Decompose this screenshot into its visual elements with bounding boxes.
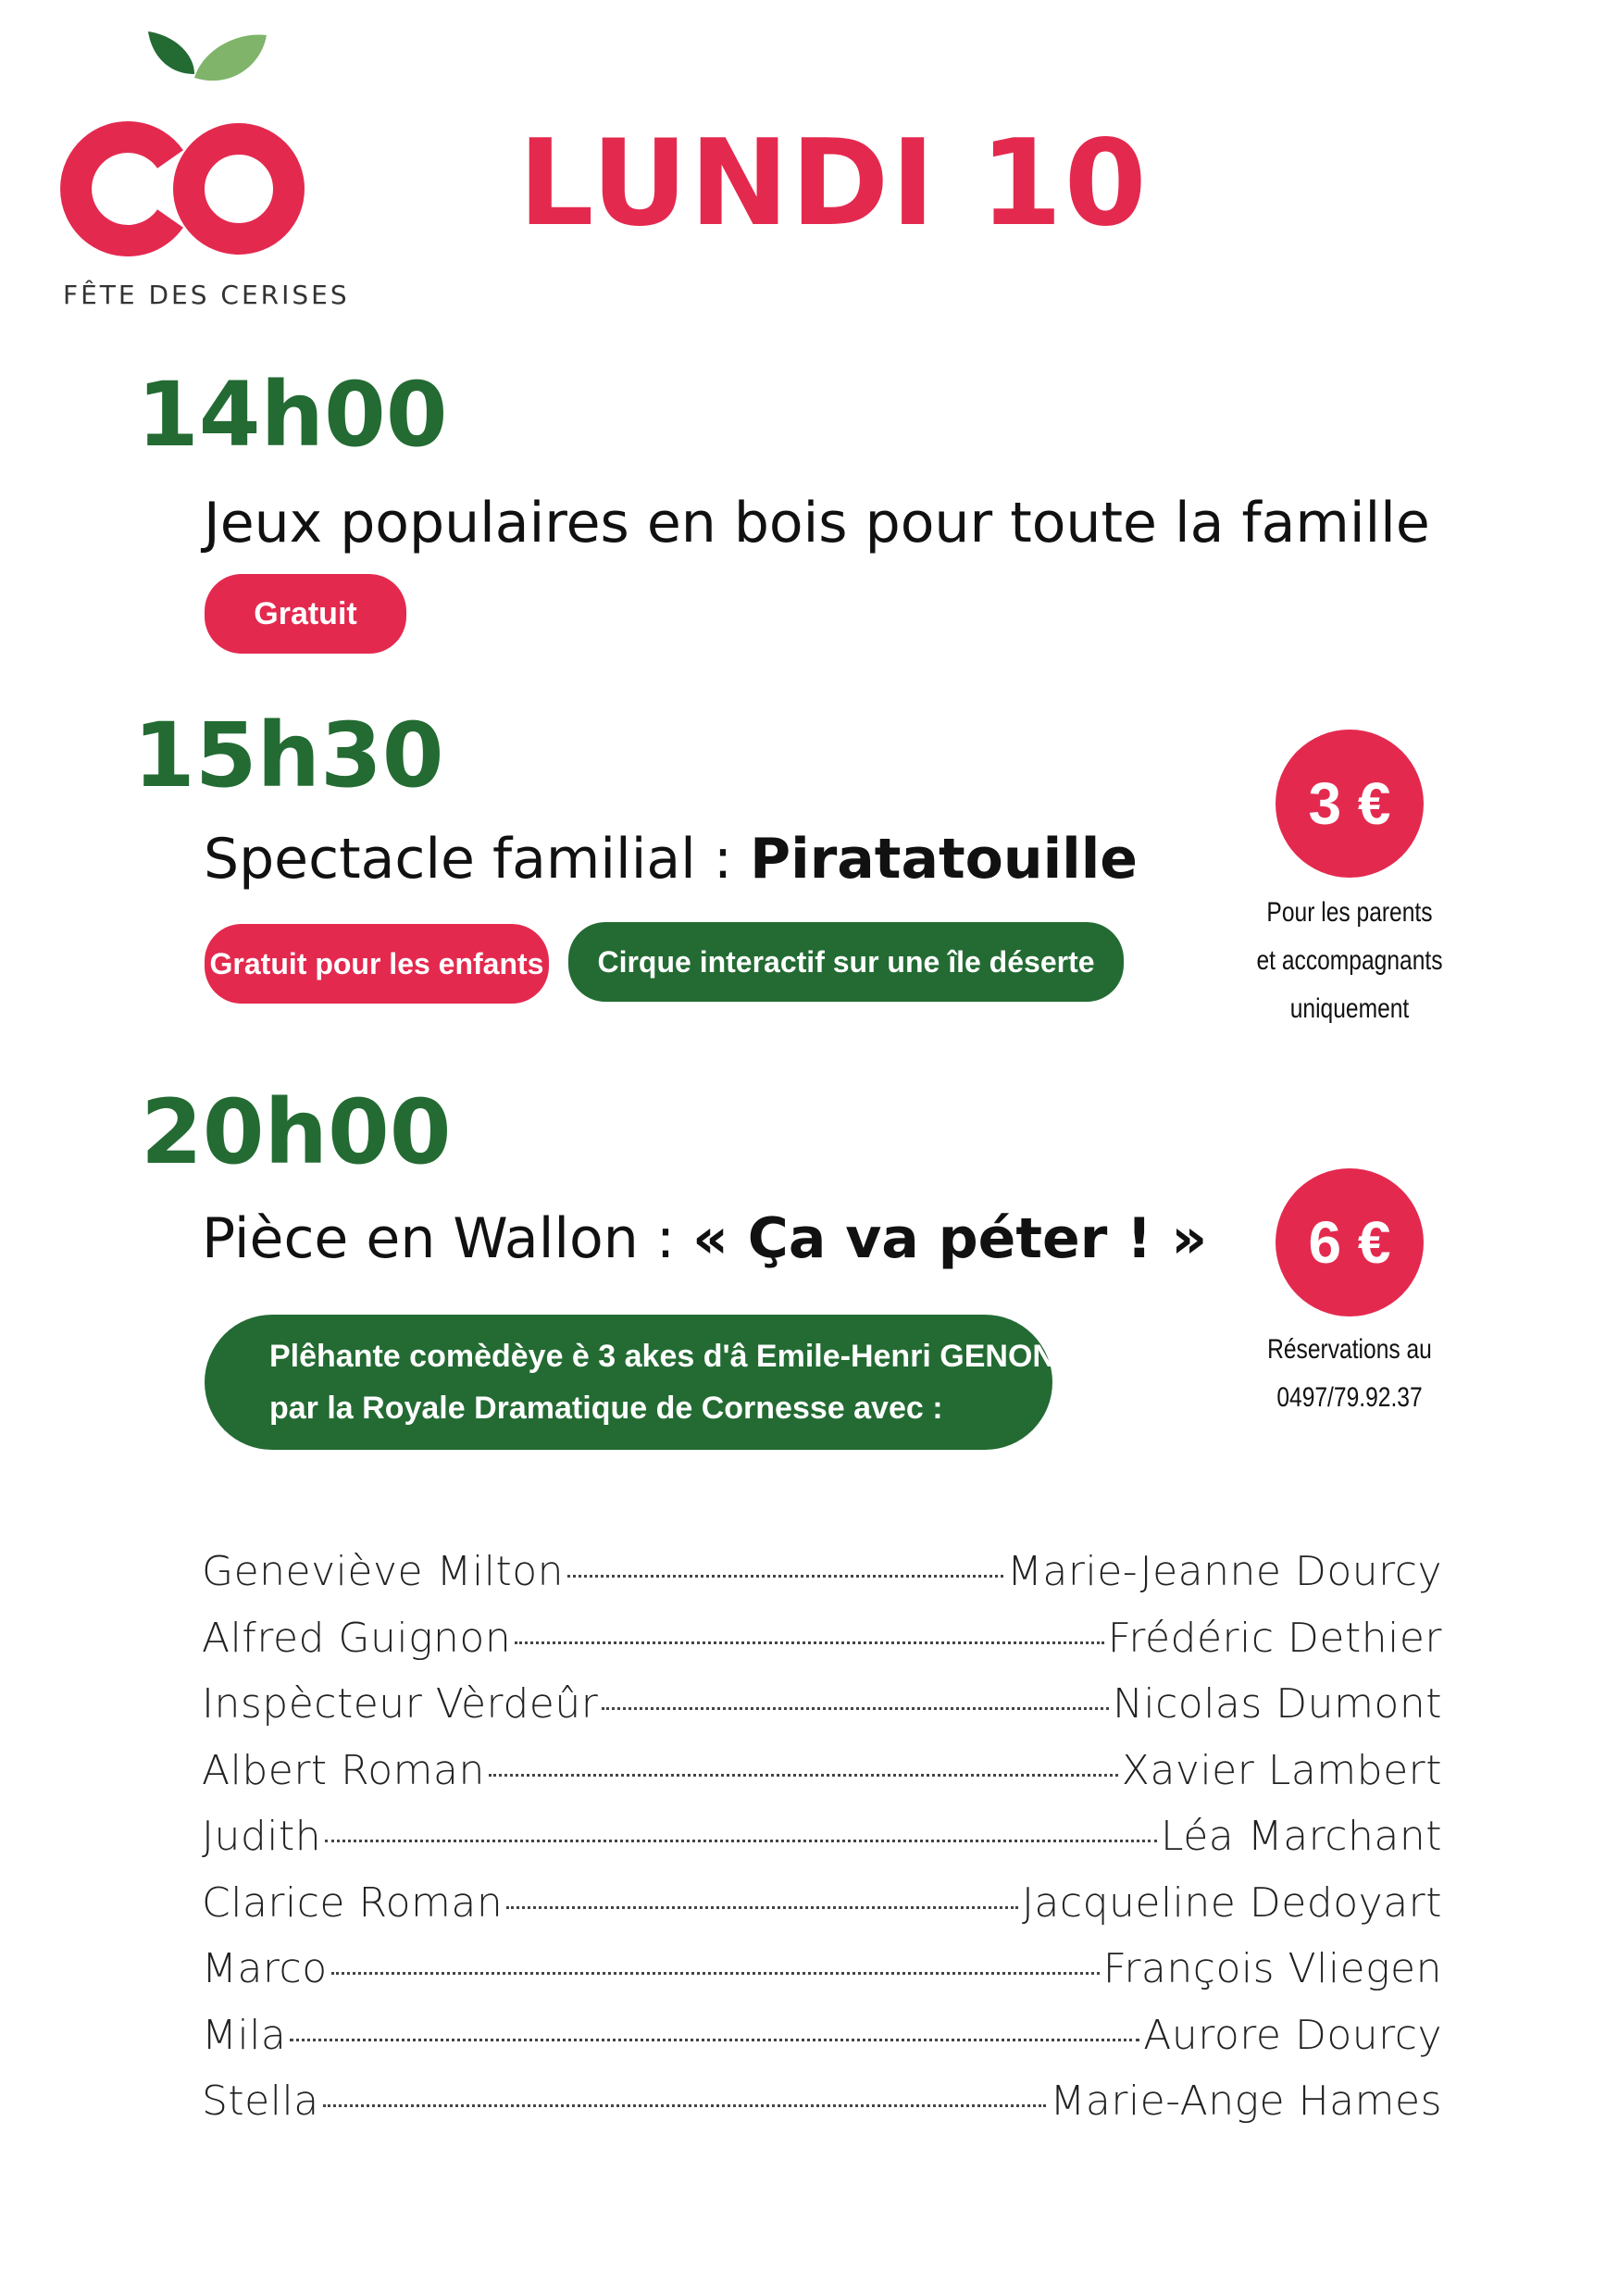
cast-row (202, 1680, 1442, 1747)
dot-leader (325, 1840, 1157, 1842)
dot-leader (506, 1906, 1018, 1909)
cast-row (202, 2078, 1442, 2144)
cast-actor: Frédéric Dethier (1107, 1614, 1442, 1662)
cherry-logo-icon (56, 26, 333, 267)
dot-leader (331, 1972, 1100, 1975)
cast-row (202, 1548, 1442, 1615)
cast-role: Albert Roman (202, 1746, 485, 1794)
cast-actor: Marie-Ange Hames (1050, 2078, 1442, 2125)
cast-role: Judith (202, 1813, 322, 1860)
cast-role: Inspècteur Vèrdeûr (202, 1680, 599, 1728)
cast-row (202, 1813, 1442, 1879)
event-title-1: Jeux populaires en bois pour toute la famille (204, 491, 1430, 555)
cast-role: Stella (202, 2078, 319, 2125)
cast-list (202, 1548, 1442, 2144)
dot-leader (290, 2039, 1139, 2041)
day-title: LUNDI 10 (518, 115, 1149, 253)
dot-leader (602, 1707, 1109, 1710)
event-title-3 (202, 1206, 1208, 1271)
price-note-3 (1236, 1326, 1463, 1422)
cast-actor: Aurore Dourcy (1143, 2011, 1442, 2059)
price-note-line: 0497/79.92.37 (1276, 1382, 1423, 1413)
event-title-3-prefix: Pièce en Wallon : (202, 1206, 693, 1271)
cast-row (202, 1747, 1442, 1814)
cast-role: Alfred Guignon (202, 1614, 512, 1662)
event-title-3-name: « Ça va péter ! » (692, 1206, 1208, 1271)
event-time-2: 15h30 (133, 704, 444, 807)
event-title-2-prefix: Spectacle familial : (204, 827, 751, 892)
dot-leader (323, 2104, 1047, 2107)
cast-actor: Léa Marchant (1161, 1813, 1442, 1860)
cast-actor: Marie-Jeanne Dourcy (1006, 1548, 1442, 1595)
dot-leader (515, 1641, 1103, 1644)
event-time-3: 20h00 (141, 1080, 452, 1184)
cast-role: Clarice Roman (202, 1878, 504, 1927)
cast-row (202, 1879, 1442, 1946)
dot-leader (489, 1774, 1118, 1777)
badge-free-children: Gratuit pour les enfants (205, 924, 549, 1004)
event-title-2-name: Piratatouille (750, 827, 1138, 892)
price-note-line: Réservations au (1267, 1334, 1432, 1365)
play-description-banner (205, 1315, 1055, 1450)
festival-logo (56, 26, 333, 313)
cast-role: Marco (202, 1945, 328, 1992)
price-note-line: uniquement (1289, 993, 1410, 1024)
event-title-2 (204, 827, 1138, 892)
logo-caption: FÊTE DES CERISES (63, 280, 350, 310)
badge-show-description: Cirque interactif sur une île déserte (568, 922, 1124, 1002)
cast-row (202, 1615, 1442, 1681)
cast-row (202, 2012, 1442, 2078)
dot-leader (567, 1575, 1003, 1578)
cast-actor: Xavier Lambert (1121, 1746, 1442, 1794)
event-time-1: 14h00 (137, 363, 448, 467)
price-note-line: et accompagnants (1256, 945, 1443, 976)
cast-actor: François Vliegen (1102, 1945, 1442, 1992)
cast-role: Mila (202, 2011, 287, 2059)
cast-role: Geneviève Milton (202, 1548, 565, 1595)
cast-row (202, 1945, 1442, 2012)
price-badge-3: 6 € (1276, 1168, 1424, 1316)
cast-actor: Nicolas Dumont (1112, 1680, 1442, 1728)
cast-actor: Jacqueline Dedoyart (1021, 1878, 1442, 1927)
play-description-line: par la Royale Dramatique de Cornesse avec : (269, 1391, 943, 1426)
play-description-line: Plêhante comèdèye è 3 akes d'â Emile-Henri GENON (269, 1339, 1055, 1374)
price-badge-2: 3 € (1276, 730, 1424, 878)
price-note-2 (1236, 889, 1463, 1033)
price-note-line: Pour les parents (1266, 897, 1433, 928)
badge-free: Gratuit (205, 574, 406, 654)
